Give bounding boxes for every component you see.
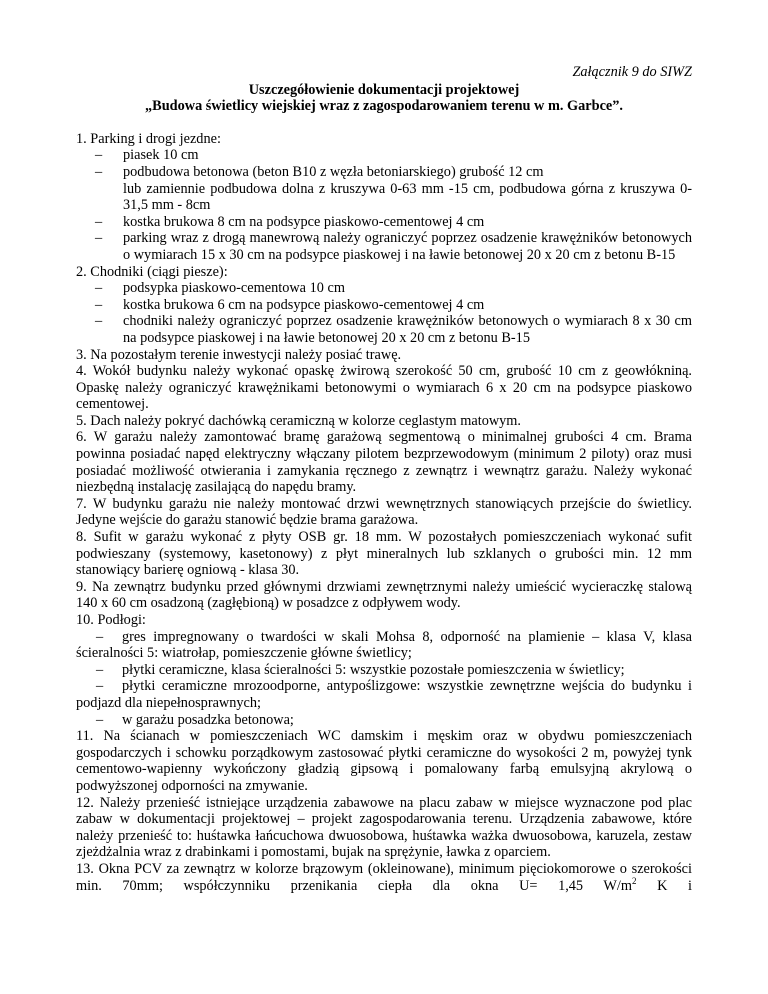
- list-item: – płytki ceramiczne mrozoodporne, antypoślizgowe: wszystkie zewnętrzne wejścia do budynku i podjazd dla niepełnosprawnych;: [76, 678, 692, 711]
- list-item: – płytki ceramiczne, klasa ścieralności 5: wszystkie pozostałe pomieszczenia w świetlicy;: [96, 661, 625, 678]
- dash-bullet: –: [96, 678, 104, 695]
- list-item: – podbudowa betonowa (beton B10 z węzła betoniarskiego) grubość 12 cm: [95, 163, 544, 180]
- list-item: – gres impregnowany o twardości w skali Mohsa 8, odporność na plamienie – klasa V, klasa ścieralności 5: wiatrołap, pomieszczenie główne świetlicy;: [76, 628, 692, 662]
- section-5: 5. Dach należy pokryć dachówką ceramiczną w kolorze ceglastym matowym.: [76, 412, 522, 429]
- dash-bullet: –: [96, 711, 104, 728]
- dash-bullet: –: [95, 313, 103, 330]
- dash-bullet: –: [96, 628, 104, 645]
- dash-bullet: –: [96, 661, 104, 678]
- list-item: – chodniki należy ograniczyć poprzez osadzenie krawężników betonowych o wymiarach 8 x 30 cm na podsypce piaskowej i na ławie betonowej 20 x 20 cm z betonu B-15: [95, 313, 692, 346]
- section-12: 12. Należy przenieść istniejące urządzenia zabawowe na placu zabaw w miejsce wyznaczone pod plac zabaw w dokumentacji projektowej – projekt zagospodarowania terenu. Urządzenia zabawowe, które należy przenieść to: huśtawka łańcuchowa dwuosobowa, huśtawka ważka dwuosobowa, karuzela, zestaw zjeżdżalnia wraz z drabinkami i pomostami, bujak na sprężynie, ławka z oparciem.: [76, 794, 692, 861]
- section-7: 7. W budynku garażu nie należy montować drzwi wewnętrznych stanowiących przejście do świetlicy. Jedyne wejście do garażu stanowić będzie brama garażowa.: [76, 495, 692, 529]
- section-10-heading: 10. Podłogi:: [76, 612, 146, 628]
- dash-bullet: –: [95, 147, 103, 164]
- dash-bullet: –: [95, 213, 103, 230]
- section-2-list: [76, 280, 692, 346]
- list-item: – kostka brukowa 8 cm na podsypce piaskowo-cementowej 4 cm: [95, 213, 485, 230]
- document-page: [76, 64, 692, 894]
- list-item: – podsypka piaskowo-cementowa 10 cm: [95, 280, 345, 297]
- list-item: – piasek 10 cm: [95, 147, 199, 164]
- section-1-heading: 1. Parking i drogi jezdne:: [76, 130, 221, 147]
- section-3: 3. Na pozostałym terenie inwestycji należy posiać trawę.: [76, 346, 402, 363]
- section-9: 9. Na zewnątrz budynku przed głównymi drzwiami zewnętrznymi należy umieścić wycieraczkę stalową 140 x 60 cm osadzoną (zagłębioną) w posadzce z odpływem wody.: [76, 578, 692, 612]
- section-1-list: [76, 147, 692, 263]
- section-8: 8. Sufit w garażu wykonać z płyty OSB gr. 18 mm. W pozostałych pomieszczeniach wykonać sufit podwieszany (systemowy, kasetonowy) z płyt mineralnych lub szklanych o grubości min. 12 mm stanowiący barierę ogniową - klasa 30.: [76, 529, 692, 579]
- document-title-line2: „Budowa świetlicy wiejskiej wraz z zagospodarowaniem terenu w m. Garbce”.: [145, 98, 623, 115]
- dash-bullet: –: [95, 296, 103, 313]
- section-6: 6. W garażu należy zamontować bramę garażową segmentową o minimalnej grubości 4 cm. Brama powinna posiadać napęd elektryczny włączany pilotem bezprzewodowym (minimum 2 piloty) oraz musi posiadać możliwość otwierania i zamykania ręcznego z zewnątrz i wewnątrz garażu. Należy wykonać niezbędną instalację zasilającą do napędu bramy.: [76, 429, 692, 496]
- list-item-continuation: lub zamiennie podbudowa dolna z kruszywa 0-63 mm -15 cm, podbudowa górna z kruszywa 0-31,5 mm - 8cm: [123, 180, 692, 214]
- list-item: – kostka brukowa 6 cm na podsypce piaskowo-cementowej 4 cm: [95, 296, 485, 313]
- section-4: 4. Wokół budynku należy wykonać opaskę żwirową szerokość 50 cm, grubość 10 cm z geowłókniną. Opaskę należy ograniczyć krawężnikami betonowymi o wymiarach 6 x 20 cm na podsypce piaskowo cementowej.: [76, 363, 692, 413]
- section-11: 11. Na ścianach w pomieszczeniach WC damskim i męskim oraz w obydwu pomieszczeniach gospodarczych i schowku porządkowym zastosować płytki ceramiczne do wysokości 2 m, powyżej tynk cementowo-wapienny wykończony gładzią gipsową i pomalowany farbą emulsyjną akrylową o podwyższonej odporności na zmywanie.: [76, 728, 692, 794]
- section-2-heading: 2. Chodniki (ciągi piesze):: [76, 263, 228, 280]
- section-10-list: [76, 629, 692, 729]
- superscript: 2: [632, 875, 637, 886]
- dash-bullet: –: [95, 230, 103, 247]
- dash-bullet: –: [95, 163, 103, 180]
- annex-label: Załącznik 9 do SIWZ: [572, 64, 692, 80]
- list-item: – w garażu posadzka betonowa;: [96, 711, 294, 728]
- list-item: – parking wraz z drogą manewrową należy ograniczyć poprzez osadzenie krawężników betonowych o wymiarach 15 x 30 cm na podsypce piaskowej i na ławie betonowej 20 x 20 cm z betonu B-15: [95, 230, 692, 263]
- dash-bullet: –: [95, 280, 103, 297]
- document-title-line1: Uszczegółowienie dokumentacji projektowej: [248, 81, 520, 98]
- section-13: 13. Okna PCV za zewnątrz w kolorze brązowym (okleinowane), minimum pięciokomorowe o szerokości min. 70mm; współczynniku przenikania ciepła dla okna U= 1,45 $W/m^2$ K i: [76, 860, 692, 894]
